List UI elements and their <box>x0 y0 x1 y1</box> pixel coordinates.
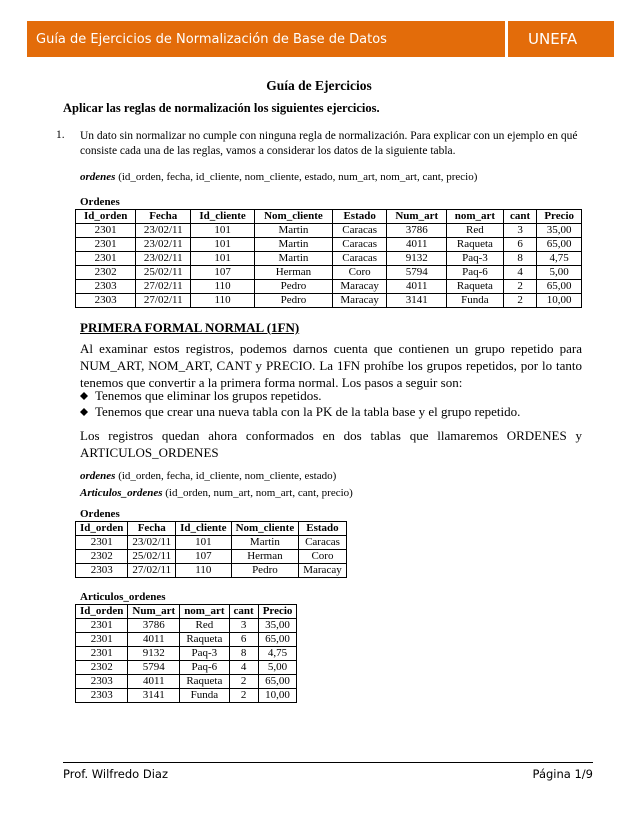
table-cell: 23/02/11 <box>136 224 191 238</box>
table-cell: Raqueta <box>180 633 229 647</box>
table-cell: Martin <box>255 238 333 252</box>
document-title: Guía de Ejercicios <box>266 78 372 93</box>
table-cell: 8 <box>229 647 258 661</box>
item-text: Un dato sin normalizar no cumple con ninguna regla de normalización. Para explicar con un ejemplo en qué consiste cada una de las reglas, vamos a considerar los datos de la siguiente tabla. <box>80 130 578 157</box>
table-cell: 25/02/11 <box>128 550 176 564</box>
table-cell: Caracas <box>332 224 387 238</box>
table-row <box>76 266 582 280</box>
table-cell: 107 <box>176 550 231 564</box>
table3-label: Articulos_ordenes <box>80 591 166 603</box>
table-cell: 27/02/11 <box>136 280 191 294</box>
list-item: Tenemos que crear una nueva tabla con la PK de la tabla base y el grupo repetido. <box>80 404 520 420</box>
table-header-row <box>76 605 297 619</box>
table-cell: 9132 <box>128 647 180 661</box>
table-cell: Martin <box>231 536 299 550</box>
table-cell: 2302 <box>76 661 128 675</box>
table-row <box>76 252 582 266</box>
table-cell: Maracay <box>299 564 346 578</box>
header-org: UNEFA <box>508 21 614 57</box>
table-row <box>76 619 297 633</box>
table-cell: 2301 <box>76 536 128 550</box>
table-cell: 35,00 <box>537 224 582 238</box>
column-header: Num_art <box>387 210 447 224</box>
table-cell: 5,00 <box>537 266 582 280</box>
item-number: 1. <box>56 129 65 141</box>
table-cell: 2301 <box>76 647 128 661</box>
table-cell: Red <box>447 224 504 238</box>
table-cell: 27/02/11 <box>136 294 191 308</box>
table-cell: 2303 <box>76 280 136 294</box>
table-row <box>76 675 297 689</box>
table-row <box>76 550 347 564</box>
table-cell: 10,00 <box>537 294 582 308</box>
table-cell: 101 <box>191 238 255 252</box>
table-cell: Martin <box>255 224 333 238</box>
table-row <box>76 280 582 294</box>
table-cell: 2301 <box>76 633 128 647</box>
column-header: Num_art <box>128 605 180 619</box>
table-cell: 4011 <box>387 280 447 294</box>
table-row <box>76 294 582 308</box>
table-cell: Paq-6 <box>180 661 229 675</box>
table-cell: 25/02/11 <box>136 266 191 280</box>
table-cell: 5794 <box>387 266 447 280</box>
table-cell: 65,00 <box>258 633 297 647</box>
table-row <box>76 238 582 252</box>
table-cell: 101 <box>176 536 231 550</box>
table-cell: Red <box>180 619 229 633</box>
table-cell: 4011 <box>387 238 447 252</box>
table-cell: 4011 <box>128 633 180 647</box>
table-cell: 107 <box>191 266 255 280</box>
table-cell: Pedro <box>255 294 333 308</box>
instruction-text: Aplicar las reglas de normalización los siguientes ejercicios. <box>63 101 380 115</box>
table-cell: 110 <box>191 294 255 308</box>
column-header: Id_orden <box>76 522 128 536</box>
table-cell: Raqueta <box>447 280 504 294</box>
schema-line: ordenes (id_orden, fecha, id_cliente, nom_cliente, estado) <box>80 470 337 482</box>
column-header: Fecha <box>136 210 191 224</box>
diamond-bullet-icon <box>80 408 88 416</box>
table-cell: 4,75 <box>258 647 297 661</box>
section-paragraph: Al examinar estos registros, podemos darnos cuenta que contienen un grupo repetido para NUM_ART, NOM_ART, CANT y PRECIO. La 1FN prohíbe los grupos repetidos, por lo tanto tenemos que convertir a la primera forma normal. Los pasos a seguir son: <box>80 341 582 390</box>
table-cell: 101 <box>191 224 255 238</box>
ordenes-normalized-table <box>75 521 347 578</box>
column-header: Id_cliente <box>191 210 255 224</box>
column-header: Estado <box>299 522 346 536</box>
table-cell: 2301 <box>76 238 136 252</box>
diamond-bullet-icon <box>80 392 88 400</box>
table-row <box>76 689 297 703</box>
table-cell: 3141 <box>387 294 447 308</box>
table-cell: 65,00 <box>537 280 582 294</box>
table-cell: 2 <box>229 675 258 689</box>
table-cell: Paq-3 <box>180 647 229 661</box>
column-header: Id_orden <box>76 210 136 224</box>
table-cell: Maracay <box>332 280 387 294</box>
table-cell: Herman <box>255 266 333 280</box>
table-cell: 3 <box>503 224 537 238</box>
bullet-list <box>80 388 520 420</box>
schema-list <box>80 468 353 502</box>
schema-line: Articulos_ordenes (id_orden, num_art, nom_art, cant, precio) <box>80 487 353 499</box>
table-cell: 35,00 <box>258 619 297 633</box>
table-cell: 23/02/11 <box>136 238 191 252</box>
schema-fields: (id_orden, fecha, id_cliente, nom_cliente, estado, num_art, nom_art, cant, precio) <box>118 171 478 183</box>
table-cell: Coro <box>299 550 346 564</box>
header-title: Guía de Ejercicios de Normalización de Base de Datos <box>27 21 505 57</box>
table-row <box>76 633 297 647</box>
schema-name: ordenes <box>80 171 116 183</box>
table-cell: 6 <box>229 633 258 647</box>
table-cell: Paq-3 <box>447 252 504 266</box>
footer-author: Prof. Wilfredo Diaz <box>63 767 168 781</box>
table-cell: 110 <box>191 280 255 294</box>
table-cell: Caracas <box>332 252 387 266</box>
column-header: nom_art <box>447 210 504 224</box>
footer-page-number: Página 1/9 <box>532 767 593 781</box>
table-header-row <box>76 522 347 536</box>
column-header: Nom_cliente <box>231 522 299 536</box>
table-cell: 27/02/11 <box>128 564 176 578</box>
table-cell: 2303 <box>76 564 128 578</box>
table-cell: Caracas <box>299 536 346 550</box>
articulos-ordenes-table <box>75 604 297 703</box>
table-row <box>76 564 347 578</box>
table-cell: 23/02/11 <box>136 252 191 266</box>
table-cell: Caracas <box>332 238 387 252</box>
table-cell: 2 <box>503 280 537 294</box>
table-cell: 23/02/11 <box>128 536 176 550</box>
table-row <box>76 224 582 238</box>
column-header: Id_cliente <box>176 522 231 536</box>
table-cell: 4 <box>503 266 537 280</box>
table-cell: Coro <box>332 266 387 280</box>
table-cell: Raqueta <box>180 675 229 689</box>
table-cell: 3 <box>229 619 258 633</box>
table-cell: Paq-6 <box>447 266 504 280</box>
table2-label: Ordenes <box>80 508 120 520</box>
column-header: Fecha <box>128 522 176 536</box>
table-cell: 2301 <box>76 224 136 238</box>
column-header: nom_art <box>180 605 229 619</box>
table-header-row <box>76 210 582 224</box>
table-row <box>76 536 347 550</box>
table-cell: Raqueta <box>447 238 504 252</box>
table-row <box>76 661 297 675</box>
column-header: Nom_cliente <box>255 210 333 224</box>
table-cell: 2 <box>503 294 537 308</box>
table-cell: 101 <box>191 252 255 266</box>
table-cell: 4 <box>229 661 258 675</box>
table1-label: Ordenes <box>80 196 120 208</box>
table-cell: 65,00 <box>537 238 582 252</box>
table-cell: 4,75 <box>537 252 582 266</box>
table-cell: Pedro <box>231 564 299 578</box>
table-cell: 5794 <box>128 661 180 675</box>
table-cell: 3786 <box>387 224 447 238</box>
column-header: Id_orden <box>76 605 128 619</box>
column-header: Precio <box>258 605 297 619</box>
table-cell: Herman <box>231 550 299 564</box>
table-cell: 2301 <box>76 619 128 633</box>
table-cell: Funda <box>447 294 504 308</box>
table-cell: 6 <box>503 238 537 252</box>
table-cell: 8 <box>503 252 537 266</box>
table-cell: 2303 <box>76 294 136 308</box>
table-cell: 10,00 <box>258 689 297 703</box>
table-cell: Funda <box>180 689 229 703</box>
list-item: Tenemos que eliminar los grupos repetidos. <box>80 388 520 404</box>
table-cell: 2302 <box>76 266 136 280</box>
table-cell: Pedro <box>255 280 333 294</box>
ordenes-table <box>75 209 582 308</box>
table-cell: 65,00 <box>258 675 297 689</box>
page-header <box>27 21 614 57</box>
table-cell: 2 <box>229 689 258 703</box>
column-header: cant <box>229 605 258 619</box>
table-cell: 2303 <box>76 675 128 689</box>
table-cell: 5,00 <box>258 661 297 675</box>
table-cell: 9132 <box>387 252 447 266</box>
section-paragraph-2: Los registros quedan ahora conformados en dos tablas que llamaremos ORDENES y ARTICULOS_ORDENES <box>80 428 582 460</box>
table-cell: 3141 <box>128 689 180 703</box>
table-cell: Martin <box>255 252 333 266</box>
table-cell: 2301 <box>76 252 136 266</box>
section-heading-1fn: PRIMERA FORMAL NORMAL (1FN) <box>80 320 300 335</box>
column-header: Precio <box>537 210 582 224</box>
table-cell: 110 <box>176 564 231 578</box>
schema-ordenes <box>80 171 477 183</box>
page-footer <box>63 762 593 781</box>
table-cell: 4011 <box>128 675 180 689</box>
table-row <box>76 647 297 661</box>
column-header: Estado <box>332 210 387 224</box>
table-cell: 2303 <box>76 689 128 703</box>
table-cell: Maracay <box>332 294 387 308</box>
table-cell: 3786 <box>128 619 180 633</box>
table-cell: 2302 <box>76 550 128 564</box>
column-header: cant <box>503 210 537 224</box>
